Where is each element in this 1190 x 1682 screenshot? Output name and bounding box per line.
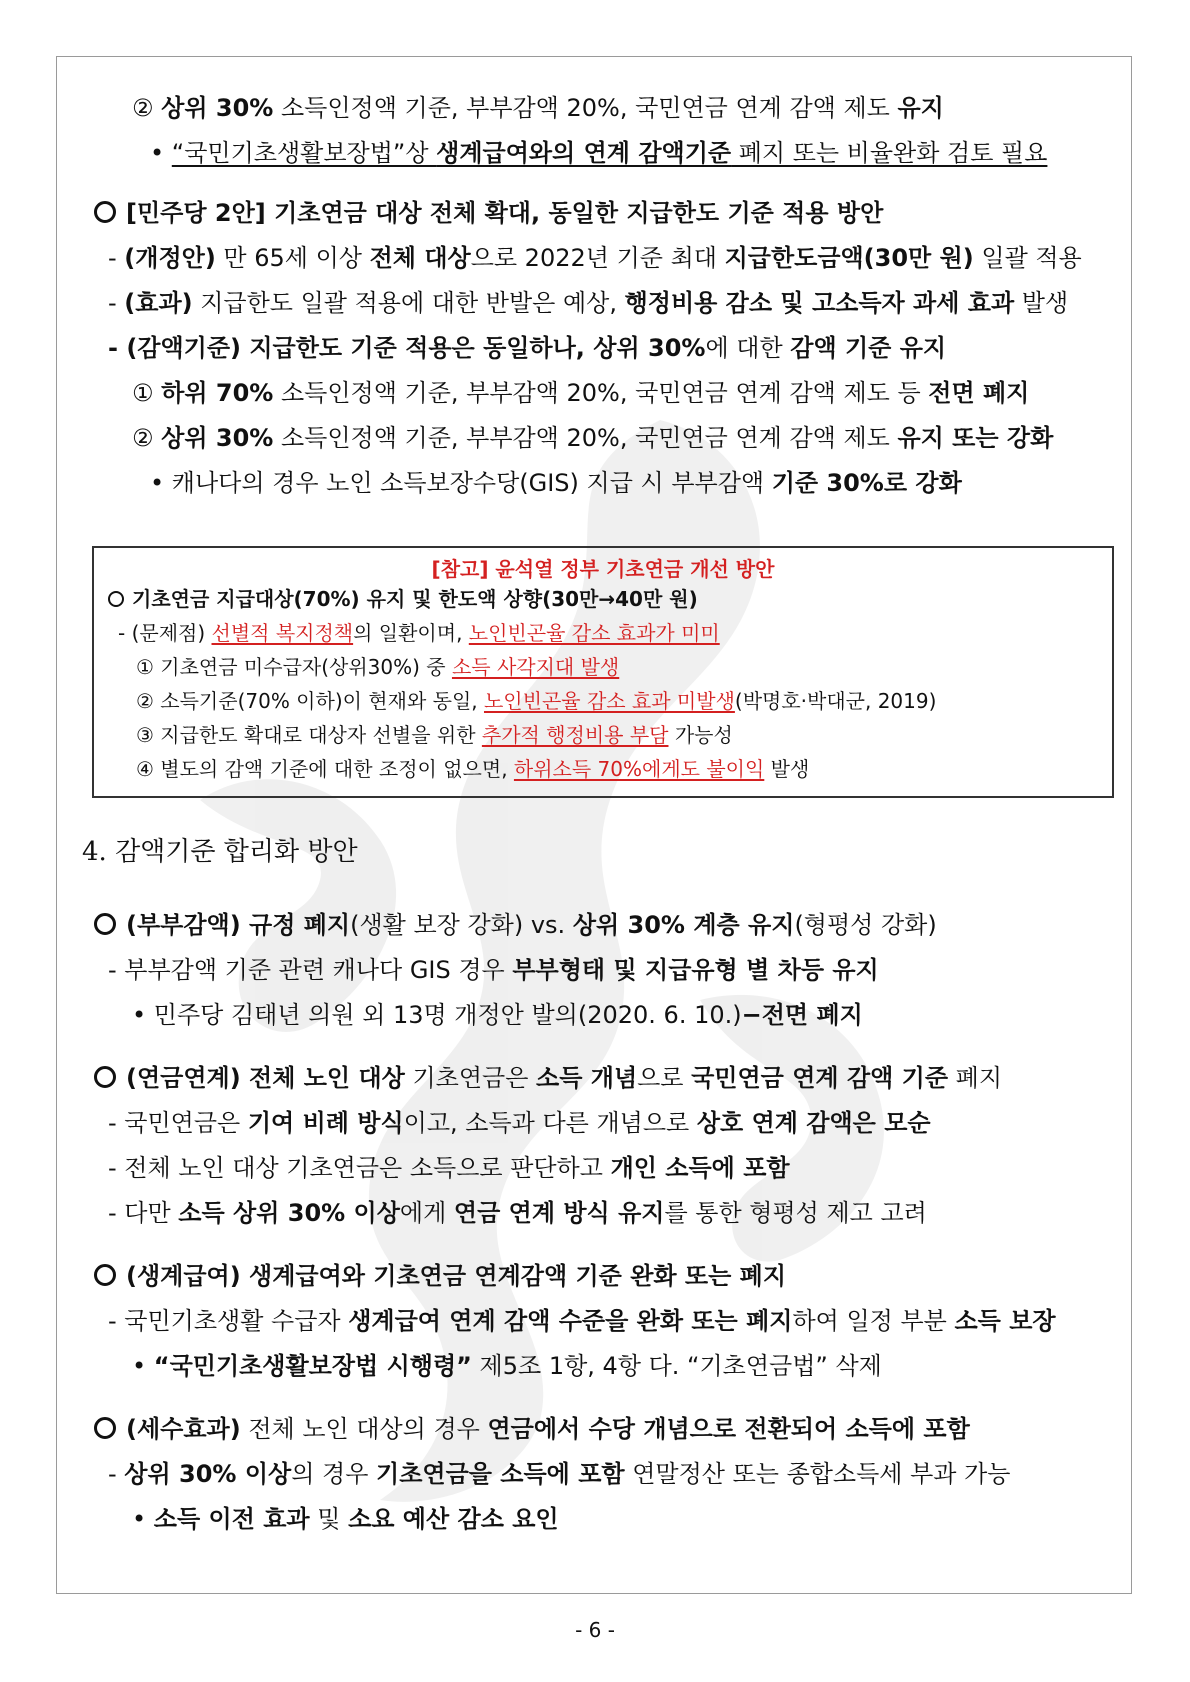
reference-box-title: [참고] 윤석열 정부 기초연금 개선 방안 bbox=[431, 557, 775, 581]
text-line bbox=[94, 1261, 786, 1291]
text-segment: ② bbox=[132, 94, 162, 122]
text-segment: 의 경우 bbox=[291, 1460, 377, 1488]
text-line bbox=[132, 1351, 882, 1381]
circle-bullet-icon bbox=[108, 591, 124, 607]
text-segment: 기초연금 지급대상(70%) 유지 및 한도액 상향(30만→40만 원) bbox=[132, 587, 698, 611]
text-segment: 선별적 복지정책 bbox=[211, 621, 354, 645]
text-segment: (생활 보장 강화) vs. bbox=[350, 911, 573, 939]
text-segment: ④ 별도의 감액 기준에 대한 조정이 없으면, bbox=[136, 757, 514, 781]
text-segment: 유지 bbox=[897, 94, 944, 122]
text-segment: 국민연금 연계 감액 기준 bbox=[691, 1064, 949, 1092]
text-segment: 소득 상위 30% 이상 bbox=[178, 1199, 400, 1227]
text-segment: 상호 연계 감액은 모순 bbox=[696, 1109, 931, 1137]
text-segment: 에 대한 bbox=[705, 334, 791, 362]
text-line bbox=[118, 620, 720, 646]
text-segment: 으로 bbox=[637, 1064, 692, 1092]
text-segment: ① 기초연금 미수급자(상위30%) 중 bbox=[136, 655, 452, 679]
text-line bbox=[94, 910, 937, 940]
text-segment: −전면 폐지 bbox=[741, 1001, 863, 1029]
text-segment: 상위 30% 이상 bbox=[124, 1460, 292, 1488]
text-segment: 기여 비례 방식 bbox=[247, 1109, 404, 1137]
text-segment: • 민주당 김태년 의원 외 13명 개정안 발의(2020. 6. 10.) bbox=[132, 1001, 742, 1029]
text-line bbox=[132, 378, 1029, 408]
text-segment: 이고, 소득과 다른 개념으로 bbox=[403, 1109, 697, 1137]
text-segment: 전체 대상 bbox=[369, 244, 471, 272]
text-segment: 생계급여와의 연계 감액기준 bbox=[436, 139, 732, 167]
text-segment: 폐지 또는 비율완화 검토 필요 bbox=[731, 139, 1048, 167]
text-segment: 유지 또는 강화 bbox=[897, 424, 1054, 452]
text-line bbox=[132, 93, 944, 123]
section-title: 4. 감액기준 합리화 방안 bbox=[82, 837, 358, 867]
text-line bbox=[108, 1108, 931, 1138]
text-segment: 전면 폐지 bbox=[928, 379, 1030, 407]
text-segment: 및 bbox=[309, 1505, 349, 1533]
text-segment: • bbox=[132, 1352, 154, 1380]
text-segment: 기준 30%로 강화 bbox=[771, 469, 962, 497]
text-line bbox=[136, 722, 733, 748]
text-segment: 소득 사각지대 발생 bbox=[451, 655, 620, 679]
circle-bullet-icon bbox=[94, 1417, 116, 1439]
text-segment: (생계급여) 생계급여와 기초연금 연계감액 기준 완화 또는 폐지 bbox=[126, 1262, 787, 1290]
text-segment: 상위 30% 계층 유지 bbox=[572, 911, 795, 939]
text-segment: 전체 노인 대상의 경우 bbox=[240, 1415, 488, 1443]
text-line bbox=[108, 1306, 1056, 1336]
text-line bbox=[136, 756, 809, 782]
text-segment: 상위 30% bbox=[161, 94, 274, 122]
text-segment: - (문제점) bbox=[118, 621, 212, 645]
text-segment: 제5조 1항, 4항 다. “기초연금법” 삭제 bbox=[471, 1352, 882, 1380]
text-segment: 를 통한 형평성 제고 고려 bbox=[664, 1199, 927, 1227]
text-line bbox=[136, 688, 936, 714]
text-segment: 추가적 행정비용 부담 bbox=[481, 723, 669, 747]
text-segment: 상위 30% bbox=[161, 424, 274, 452]
text-segment: 만 65세 이상 bbox=[215, 244, 370, 272]
text-segment: - bbox=[108, 1460, 125, 1488]
circle-bullet-icon bbox=[94, 1066, 116, 1088]
text-segment: 연말정산 또는 종합소득세 부과 가능 bbox=[624, 1460, 1011, 1488]
text-line bbox=[150, 138, 1047, 168]
text-segment: 에게 bbox=[399, 1199, 454, 1227]
text-segment: 소득 이전 효과 bbox=[153, 1505, 310, 1533]
text-line bbox=[108, 1153, 790, 1183]
text-segment: [민주당 2안] 기초연금 대상 전체 확대, 동일한 지급한도 기준 적용 방안 bbox=[126, 199, 884, 227]
text-segment: 연금 연계 방식 유지 bbox=[453, 1199, 665, 1227]
text-line bbox=[108, 288, 1068, 318]
text-segment: “국민기초생활보장법 시행령” bbox=[153, 1352, 472, 1380]
text-segment: 소득인정액 기준, 부부감액 20%, 국민연금 연계 감액 제도 등 bbox=[273, 379, 929, 407]
text-segment: “국민기초생활보장법”상 bbox=[171, 139, 437, 167]
text-segment: 노인빈곤율 감소 효과가 미미 bbox=[468, 621, 720, 645]
reference-box bbox=[92, 546, 1114, 798]
text-segment: (형평성 강화) bbox=[794, 911, 937, 939]
text-line bbox=[108, 333, 946, 363]
text-line bbox=[132, 1000, 863, 1030]
text-line bbox=[150, 468, 962, 498]
text-segment: - (감액기준) 지급한도 기준 적용은 동일하나, 상위 30% bbox=[108, 334, 706, 362]
text-line bbox=[108, 1198, 927, 1228]
text-segment: 으로 2022년 기준 최대 bbox=[470, 244, 725, 272]
text-segment: 발생 bbox=[764, 757, 810, 781]
text-segment: • 캐나다의 경우 노인 소득보장수당(GIS) 지급 시 부부감액 bbox=[150, 469, 772, 497]
text-segment: - bbox=[108, 289, 125, 317]
text-segment: 기초연금을 소득에 포함 bbox=[376, 1460, 625, 1488]
text-segment: 기초연금은 bbox=[404, 1064, 537, 1092]
text-segment: 소득 보장 bbox=[954, 1307, 1056, 1335]
text-segment: (박명호·박대군, 2019) bbox=[734, 689, 937, 713]
circle-bullet-icon bbox=[94, 201, 116, 223]
text-line bbox=[132, 423, 1053, 453]
text-segment: ② 소득기준(70% 이하)이 현재와 동일, bbox=[136, 689, 484, 713]
text-line bbox=[132, 1504, 559, 1534]
text-segment: 소요 예산 감소 요인 bbox=[348, 1505, 559, 1533]
text-segment: 의 일환이며, bbox=[353, 621, 469, 645]
text-segment: - 전체 노인 대상 기초연금은 소득으로 판단하고 bbox=[108, 1154, 611, 1182]
text-segment: 행정비용 감소 및 고소득자 과세 효과 bbox=[624, 289, 1015, 317]
text-segment: (효과) bbox=[124, 289, 193, 317]
circle-bullet-icon bbox=[94, 913, 116, 935]
text-segment: 감액 기준 유지 bbox=[790, 334, 947, 362]
text-segment: 개인 소득에 포함 bbox=[610, 1154, 790, 1182]
text-segment: • bbox=[132, 1505, 154, 1533]
text-segment: 소득인정액 기준, 부부감액 20%, 국민연금 연계 감액 제도 bbox=[273, 94, 898, 122]
text-segment: ② bbox=[132, 424, 162, 452]
text-segment: - 국민기초생활 수급자 bbox=[108, 1307, 349, 1335]
text-segment: 폐지 bbox=[948, 1064, 1003, 1092]
text-line bbox=[136, 654, 619, 680]
text-segment: • bbox=[150, 139, 172, 167]
text-segment: (세수효과) bbox=[126, 1415, 241, 1443]
text-segment: (개정안) bbox=[124, 244, 216, 272]
text-segment: - 국민연금은 bbox=[108, 1109, 248, 1137]
text-line bbox=[108, 955, 879, 985]
text-segment: 부부형태 및 지급유형 별 차등 유지 bbox=[512, 956, 879, 984]
circle-bullet-icon bbox=[94, 1264, 116, 1286]
text-segment: 지급한도 일괄 적용에 대한 반발은 예상, bbox=[192, 289, 625, 317]
text-segment: - 다만 bbox=[108, 1199, 179, 1227]
text-segment: 하위소득 70%에게도 불이익 bbox=[513, 757, 765, 781]
text-segment: 소득 개념 bbox=[536, 1064, 638, 1092]
text-line bbox=[108, 243, 1082, 273]
text-segment: 가능성 bbox=[668, 723, 733, 747]
text-segment: ③ 지급한도 확대로 대상자 선별을 위한 bbox=[136, 723, 482, 747]
text-segment: ① bbox=[132, 379, 162, 407]
text-segment: 하위 70% bbox=[161, 379, 274, 407]
text-line bbox=[94, 1063, 1002, 1093]
text-line bbox=[94, 198, 883, 228]
text-line bbox=[108, 1459, 1010, 1489]
text-segment: (연금연계) 전체 노인 대상 bbox=[126, 1064, 405, 1092]
text-segment: 생계급여 연계 감액 수준을 완화 또는 폐지 bbox=[348, 1307, 793, 1335]
text-segment: 노인빈곤율 감소 효과 미발생 bbox=[483, 689, 735, 713]
text-segment: 하여 일정 부분 bbox=[792, 1307, 955, 1335]
text-segment: 소득인정액 기준, 부부감액 20%, 국민연금 연계 감액 제도 bbox=[273, 424, 898, 452]
text-line bbox=[108, 586, 698, 612]
text-segment: 지급한도금액(30만 원) bbox=[724, 244, 974, 272]
text-line bbox=[94, 1414, 970, 1444]
text-segment: (부부감액) 규정 폐지 bbox=[126, 911, 351, 939]
text-segment: 연금에서 수당 개념으로 전환되어 소득에 포함 bbox=[487, 1415, 970, 1443]
page-number: - 6 - bbox=[575, 1618, 615, 1642]
text-segment: - bbox=[108, 244, 125, 272]
text-segment: - 부부감액 기준 관련 캐나다 GIS 경우 bbox=[108, 956, 513, 984]
text-segment: 일괄 적용 bbox=[973, 244, 1082, 272]
text-segment: 발생 bbox=[1014, 289, 1069, 317]
